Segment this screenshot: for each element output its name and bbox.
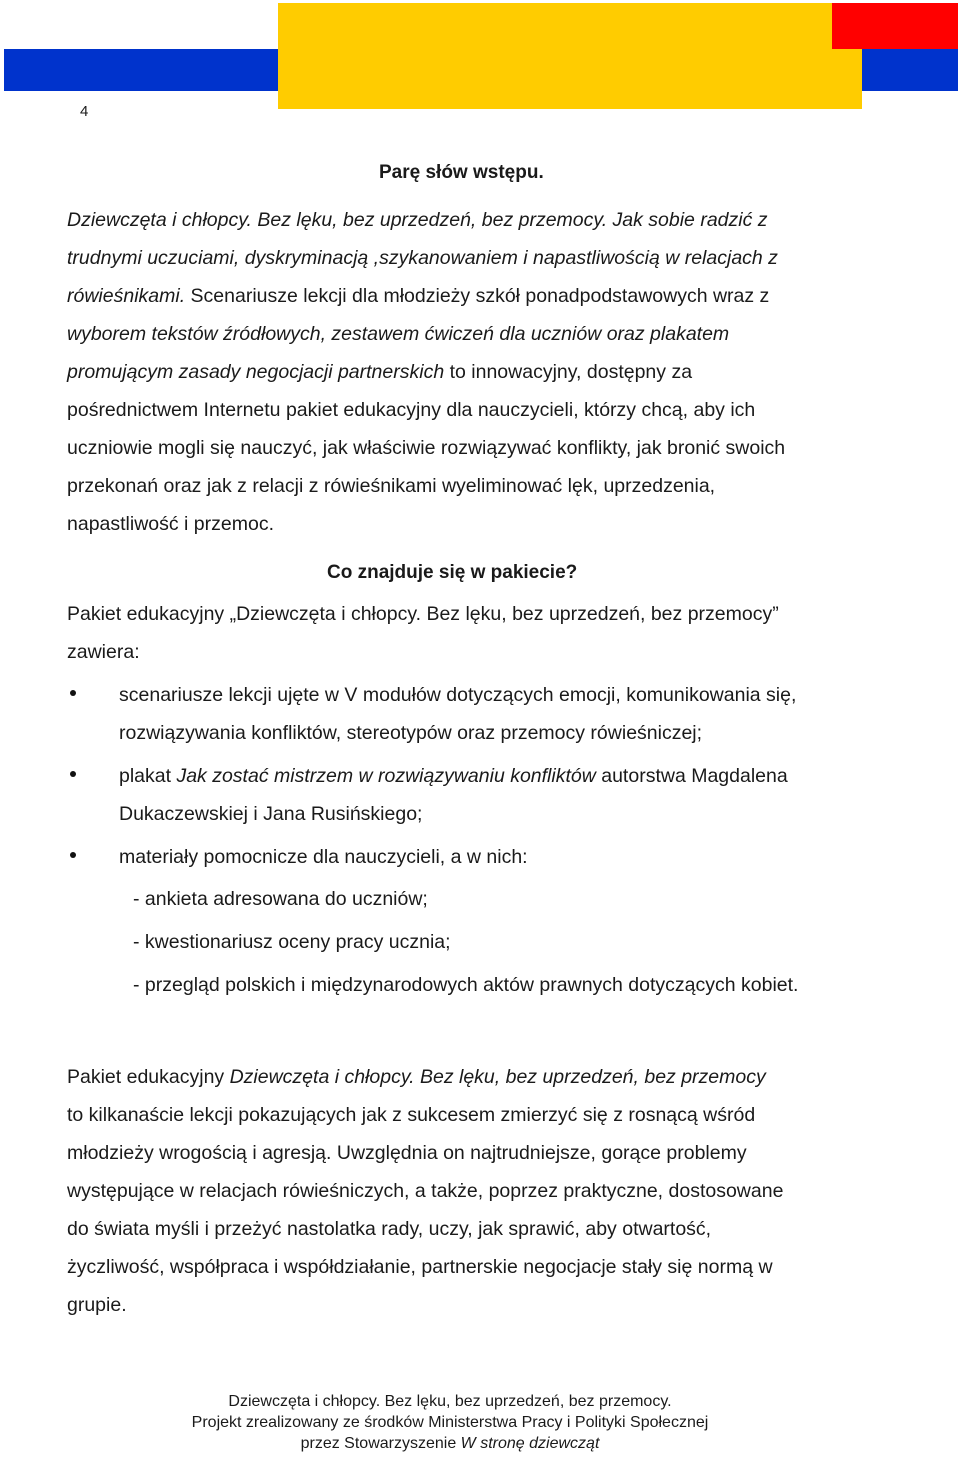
summary-line: Pakiet edukacyjny	[67, 1066, 230, 1088]
list-item-line: rozwiązywania konfliktów, stereotypów oraz przemocy rówieśniczej;	[119, 722, 703, 744]
header-bar-red	[832, 3, 958, 49]
section-heading-contents: Co znajduje się w pakiecie?	[327, 562, 578, 583]
footer-line: przez Stowarzyszenie	[300, 1435, 461, 1452]
list-item-text: autorstwa Magdalena	[595, 765, 788, 787]
footer-line: Dziewczęta i chłopcy. Bez lęku, bez uprzedzeń, bez przemocy.	[228, 1393, 672, 1410]
intro-line: trudnymi uczuciami, dyskryminacją ,szykanowaniem i napastliwością w relacjach z	[67, 247, 778, 269]
page-footer	[0, 1391, 900, 1454]
summary-line: to kilkanaście lekcji pokazujących jak z sukcesem zmierzyć się z rosnącą wśród	[67, 1104, 756, 1126]
summary-line: występujące w relacjach rówieśniczych, a także, poprzez praktyczne, dostosowane	[67, 1180, 784, 1202]
contents-intro-paragraph	[67, 595, 897, 671]
bullet-icon	[70, 690, 76, 696]
organization-name: W stronę dziewcząt	[460, 1435, 600, 1452]
summary-line: do świata myśli i przeżyć nastolatka rady, uczy, jak sprawić, aby otwartość,	[67, 1218, 712, 1240]
summary-paragraph	[67, 1058, 897, 1324]
footer-line: Projekt zrealizowany ze środków Ministerstwa Pracy i Polityki Społecznej	[191, 1414, 709, 1431]
section-heading-intro: Parę słów wstępu.	[379, 162, 544, 183]
intro-line: pośrednictwem Internetu pakiet edukacyjny dla nauczycieli, którzy chcą, aby ich	[67, 399, 756, 421]
intro-line: rówieśnikami.	[67, 285, 186, 307]
intro-line: wyborem tekstów źródłowych, zestawem ćwiczeń dla uczniów oraz plakatem	[67, 323, 730, 345]
list-item-line: Dukaczewskiej i Jana Rusińskiego;	[119, 803, 423, 825]
intro-line: uczniowie mogli się nauczyć, jak właściwie rozwiązywać konflikty, jak bronić swoich	[67, 437, 786, 459]
intro-paragraph	[67, 201, 897, 543]
intro-line: przekonań oraz jak z relacji z rówieśnikami wyeliminować lęk, uprzedzenia,	[67, 475, 716, 497]
sub-list-item: - ankieta adresowana do uczniów;	[133, 888, 428, 910]
intro-line: napastliwość i przemoc.	[67, 513, 274, 535]
bullet-icon	[70, 852, 76, 858]
sub-list-item: - kwestionariusz oceny pracy ucznia;	[133, 931, 451, 953]
intro-line: to innowacyjny, dostępny za	[444, 361, 693, 383]
intro-line: Scenariusze lekcji dla młodzieży szkół ponadpodstawowych wraz z	[185, 285, 770, 307]
bullet-icon	[70, 771, 76, 777]
page-number: 4	[80, 103, 89, 120]
intro-line: promującym zasady negocjacji partnerskich	[67, 361, 445, 383]
intro-line: Dziewczęta i chłopcy. Bez lęku, bez uprzedzeń, bez przemocy. Jak sobie radzić z	[67, 209, 768, 231]
header-bar-blue-left	[4, 49, 278, 91]
sub-list-item: - przegląd polskich i międzynarodowych aktów prawnych dotyczących kobiet.	[133, 974, 799, 996]
package-title: Dziewczęta i chłopcy. Bez lęku, bez uprzedzeń, bez przemocy	[229, 1066, 766, 1088]
header-bar-yellow	[278, 3, 862, 109]
list-item-text: plakat	[119, 765, 177, 787]
list-item-line: scenariusze lekcji ujęte w V modułów dotyczących emocji, komunikowania się,	[119, 684, 797, 706]
summary-line: grupie.	[67, 1294, 127, 1316]
list-item-line: materiały pomocnicze dla nauczycieli, a w nich:	[119, 846, 528, 868]
contents-intro-line: Pakiet edukacyjny „Dziewczęta i chłopcy. Bez lęku, bez uprzedzeń, bez przemocy”	[67, 603, 779, 625]
poster-title: Jak zostać mistrzem w rozwiązywaniu konfliktów	[176, 765, 596, 787]
summary-line: młodzieży wrogością i agresją. Uwzględnia on najtrudniejsze, gorące problemy	[67, 1142, 747, 1164]
contents-intro-line: zawiera:	[67, 641, 140, 663]
header-bar-blue-right	[862, 49, 958, 91]
summary-line: życzliwość, współpraca i współdziałanie, partnerskie negocjacje stały się normą w	[67, 1256, 773, 1278]
